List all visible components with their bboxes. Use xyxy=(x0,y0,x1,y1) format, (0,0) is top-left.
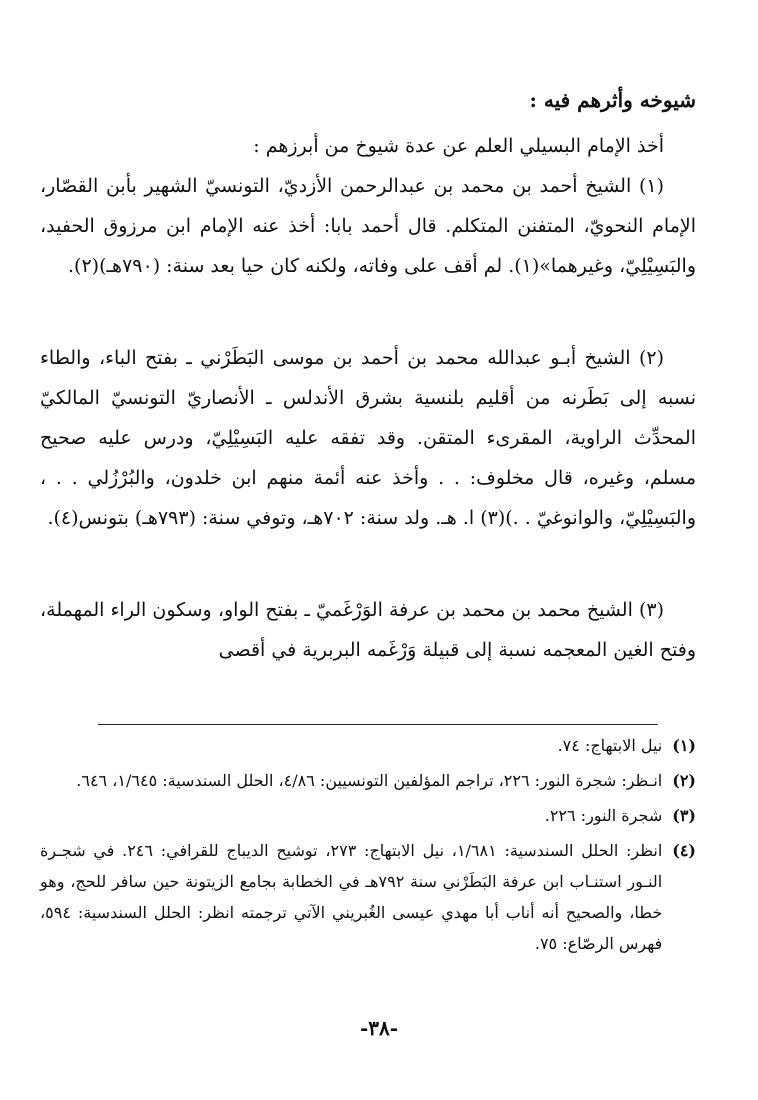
footnote xyxy=(40,765,696,796)
footnote xyxy=(40,730,696,761)
footnote-number: (٤) xyxy=(672,841,696,860)
footnote-text: شجرة النور: ٢٢٦. xyxy=(544,806,663,825)
main-text xyxy=(40,80,696,670)
page-number: -٣٨- xyxy=(359,1016,399,1040)
footnote-text: انـظر: شجرة النور: ٢٢٦، تراجم المؤلفين التونسيين: ٤/٨٦، الحلل السندسية: ١/٦٤٥، ٦٤٦. xyxy=(76,771,663,790)
footnote-divider xyxy=(98,724,658,725)
teacher-entry-1: (١) الشيخ أحمد بن محمد بن عبدالرحمن الأزديّ، التونسيّ الشهير بأبن القصّار، الإمام النحويّ، المتفنن المتكلم. قال أحمد بابا: أخذ عنه الإمام ابن مرزوق الحفيد، والبَسِيْلِيّ، وغيرهما»(١). لم أقف على وفاته، ولكنه كان حيا بعد سنة: (٧٩٠هـ)(٢). xyxy=(40,175,696,277)
footnote-number: (٣) xyxy=(672,806,696,825)
section-heading: شيوخه وأثرهم فيه : xyxy=(529,88,696,112)
teacher-entry-2: (٢) الشيخ أبـو عبدالله محمد بن أحمد بن موسى البَطَرْني ـ بفتح الباء، والطاء نسبه إلى بَطَرنه من أقليم بلنسية بشرق الأندلس ـ الأنصاريّ التونسيّ المالكيّ المحدِّث الراوية، المقرىء المتقن. وقد تفقه عليه البَسِيْلِيّ، ودرس عليه صحيح مسلم، وغيره، قال مخلوف: . . وأخذ عنه أئمة منهم ابن خلدون، والبُرْزُلي . . ، والبَسِيْلِيّ، والوانوغيّ . .)(٣) ا. هـ. ولد سنة: ٧٠٢هـ، وتوفي سنة: (٧٩٣هـ) بتونس(٤). xyxy=(40,347,696,529)
footnote xyxy=(40,800,696,831)
footnote-number: (١) xyxy=(672,736,696,755)
teacher-entry-3: (٣) الشيخ محمد بن محمد بن عرفة الوَرْغَميّ ـ بفتح الواو، وسكون الراء المهملة، وفتح الغين المعجمه نسبة إلى قبيلة وَرْغَمه البربرية في أقصى xyxy=(40,599,696,661)
footnote-number: (٢) xyxy=(672,771,696,790)
footnotes xyxy=(40,730,696,963)
intro-paragraph: أخذ الإمام البسيلي العلم عن عدة شيوخ من أبرزهم : xyxy=(253,135,664,157)
footnote-text: انظر: الحلل السندسية: ١/٦٨١، نيل الابتهاج: ٢٧٣، توشيح الديباج للقرافي: ٢٤٦. في شجـرة النـور استنـاب ابن عرفة البَطَرْني سنة ٧٩٢هـ في الخطابة بجامع الزيتونة حين سافر للحج، وهو خطا، والصحيح أنه أناب أبا مهدي عيسى الغُبريني الآتي ترجمته انظر: الحلل السندسية: ٥٩٤، فهرس الرصّاع: ٧٥. xyxy=(40,841,663,953)
footnote xyxy=(40,835,696,959)
footnote-text: نيل الابتهاج: ٧٤. xyxy=(557,736,663,755)
